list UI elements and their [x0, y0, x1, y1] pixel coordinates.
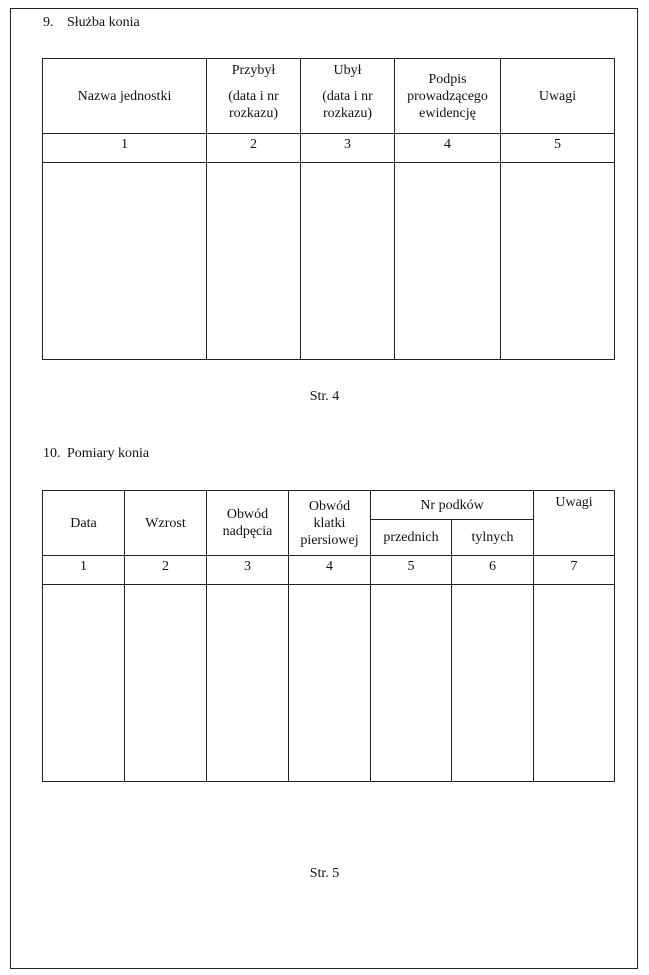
col-number: 2 [207, 134, 301, 163]
col-unit-name-header [43, 59, 207, 134]
empty-cell[interactable] [207, 163, 301, 360]
header-spacer [301, 79, 394, 88]
col-horseshoe-no-header: Nr podków [371, 491, 534, 520]
number-row [43, 556, 615, 585]
col-signature-header [395, 59, 501, 134]
number-row [43, 134, 615, 163]
section-10-heading [43, 446, 149, 462]
col-number: 3 [301, 134, 395, 163]
empty-cell[interactable] [501, 163, 615, 360]
col-number: 5 [501, 134, 615, 163]
entry-row [43, 163, 615, 360]
empty-cell[interactable] [534, 585, 615, 782]
col-number: 1 [43, 556, 125, 585]
col-date-header: Data [43, 491, 125, 556]
col-chest-girth-header [289, 491, 371, 556]
header-line: Podpis [428, 71, 467, 87]
header-line: ewidencję [419, 105, 476, 121]
empty-cell[interactable] [43, 585, 125, 782]
empty-cell[interactable] [207, 585, 289, 782]
horse-service-table [42, 58, 615, 360]
col-departed-header [301, 59, 395, 134]
entry-row [43, 585, 615, 782]
header-line: (data i nr [322, 89, 373, 104]
header-line: Nazwa jednostki [77, 88, 172, 104]
col-number: 2 [125, 556, 207, 585]
section-10-number: 10. [43, 446, 61, 461]
empty-cell[interactable] [371, 585, 452, 782]
col-number: 5 [371, 556, 452, 585]
header-line: nadpęcia [222, 524, 273, 539]
header-row-1 [43, 491, 615, 520]
col-front-header: przednich [371, 520, 452, 556]
col-remarks-header [501, 59, 615, 134]
section-10-title: Pomiary konia [67, 446, 150, 461]
col-number: 4 [395, 134, 501, 163]
horse-measurements-table [42, 490, 615, 782]
page-number-4: Str. 4 [309, 389, 340, 404]
header-line: Przybył [231, 63, 276, 78]
empty-cell[interactable] [125, 585, 207, 782]
col-fetlock-girth-header [207, 491, 289, 556]
empty-cell[interactable] [395, 163, 501, 360]
header-line: rozkazu) [323, 106, 372, 121]
header-line: Ubył [333, 63, 362, 78]
col-remarks-header: Uwagi [534, 491, 615, 556]
header-line: prowadzącego [407, 88, 488, 104]
col-height-header: Wzrost [125, 491, 207, 556]
header-line: rozkazu) [229, 106, 278, 121]
col-number: 4 [289, 556, 371, 585]
section-9-title: Służba konia [67, 15, 140, 30]
col-number: 7 [534, 556, 615, 585]
section-9-number: 9. [43, 15, 54, 30]
header-line: Uwagi [538, 88, 577, 104]
header-row [43, 59, 615, 134]
col-number: 3 [207, 556, 289, 585]
col-number: 1 [43, 134, 207, 163]
empty-cell[interactable] [289, 585, 371, 782]
section-9-heading [43, 15, 140, 31]
header-line: Obwód [308, 498, 351, 514]
empty-cell[interactable] [301, 163, 395, 360]
col-rear-header: tylnych [452, 520, 534, 556]
header-line: (data i nr [228, 89, 279, 104]
header-line: Obwód [226, 507, 269, 522]
empty-cell[interactable] [452, 585, 534, 782]
col-arrived-header [207, 59, 301, 134]
header-line: piersiowej [300, 532, 359, 548]
header-line: klatki [313, 515, 346, 531]
header-spacer [207, 79, 300, 88]
col-number: 6 [452, 556, 534, 585]
empty-cell[interactable] [43, 163, 207, 360]
page-number-5: Str. 5 [309, 866, 340, 881]
